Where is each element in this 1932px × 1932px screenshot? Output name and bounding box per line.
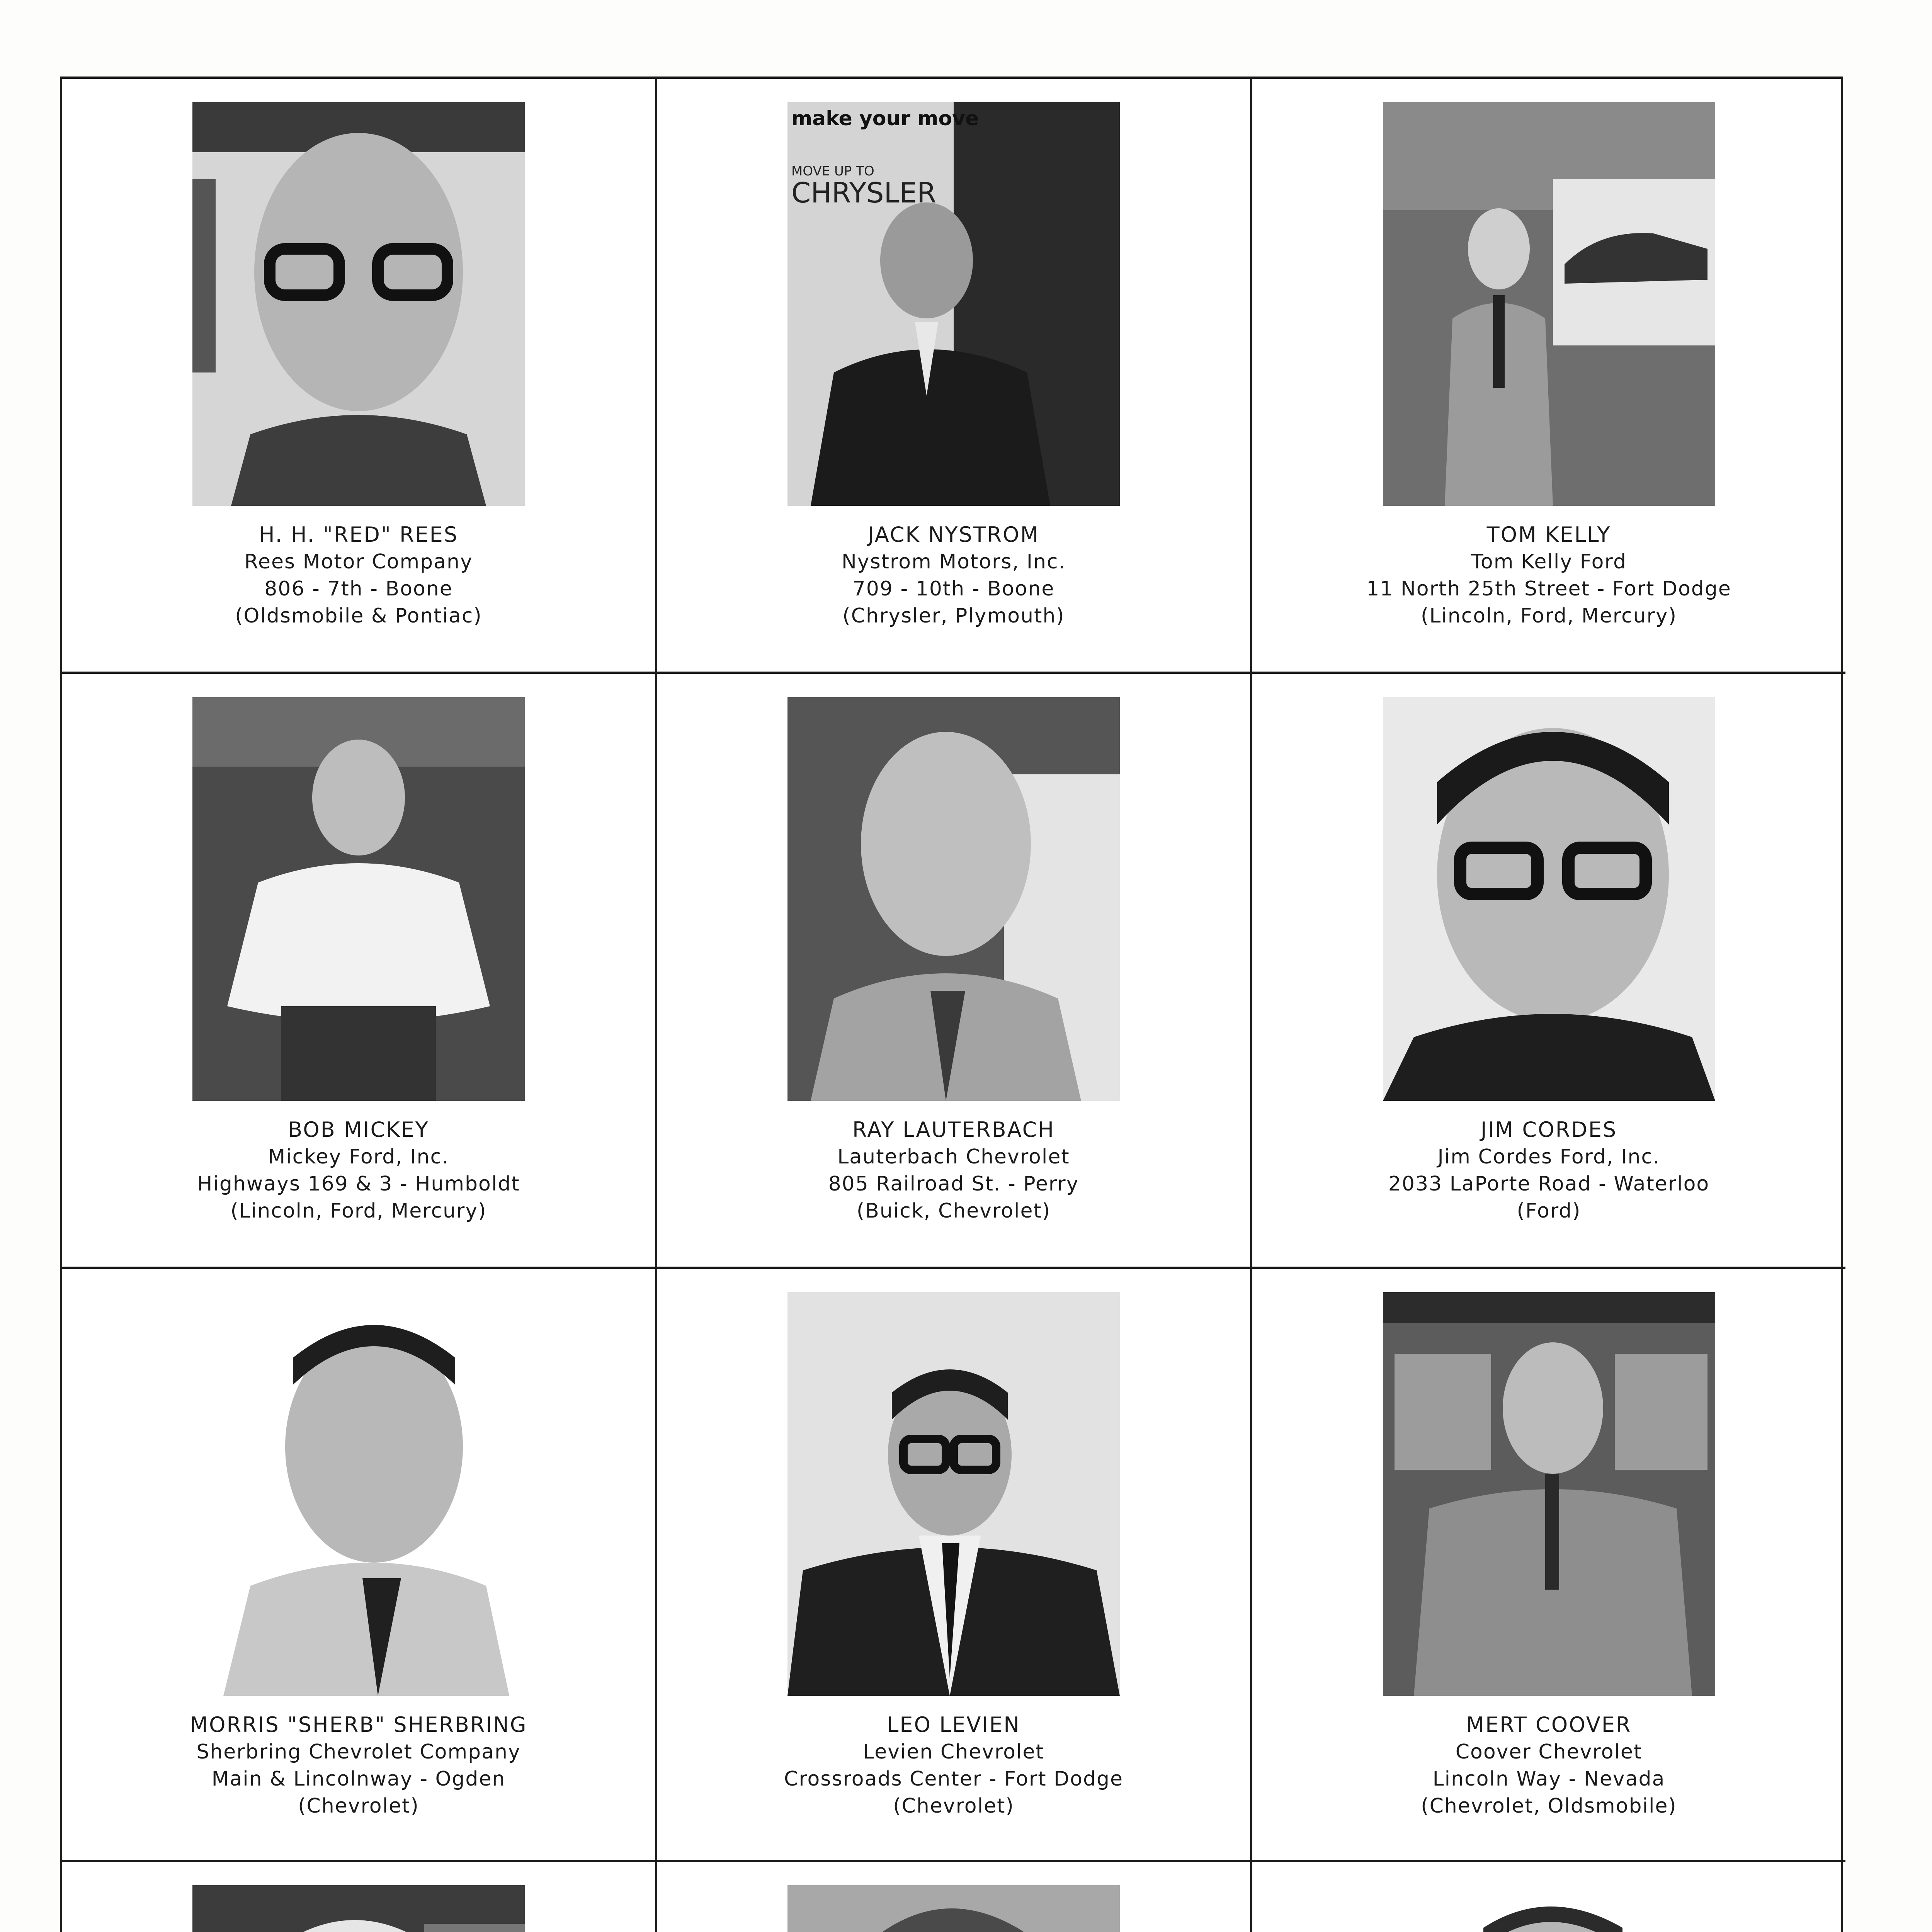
dealer-makes: (Chevrolet) <box>298 1794 419 1818</box>
dealer-photo <box>1383 697 1715 1101</box>
dealer-company: Tom Kelly Ford <box>1471 550 1627 573</box>
dealer-photo <box>787 102 1120 506</box>
dealer-makes: (Chrysler, Plymouth) <box>842 604 1065 628</box>
dealer-photo <box>1383 1885 1715 1932</box>
dealer-makes: (Lincoln, Ford, Mercury) <box>230 1199 487 1223</box>
dealer-name: H. H. "RED" REES <box>259 522 459 547</box>
dealer-card <box>657 674 1252 1269</box>
dealer-card <box>1252 674 1845 1269</box>
dealer-caption <box>828 1116 1079 1225</box>
dealer-grid <box>60 77 1843 1932</box>
dealer-name: MERT COOVER <box>1466 1713 1632 1737</box>
dealer-name: JACK NYSTROM <box>867 522 1040 547</box>
dealer-photo <box>787 697 1120 1101</box>
dealer-caption <box>1421 1711 1677 1820</box>
dealer-caption <box>1388 1116 1709 1225</box>
dealer-caption <box>235 521 482 629</box>
dealer-name: LEO LEVIEN <box>887 1713 1020 1737</box>
dealer-company: Coover Chevrolet <box>1455 1740 1643 1764</box>
dealer-photo <box>787 1885 1120 1932</box>
dealer-address: 709 - 10th - Boone <box>852 577 1055 600</box>
dealer-company: Jim Cordes Ford, Inc. <box>1437 1145 1660 1168</box>
dealer-card <box>1252 1269 1845 1862</box>
dealer-photo <box>192 102 525 506</box>
dealer-caption <box>784 1711 1123 1820</box>
dealer-card <box>62 1269 657 1862</box>
dealer-makes: (Chevrolet, Oldsmobile) <box>1421 1794 1677 1818</box>
dealer-makes: (Buick, Chevrolet) <box>856 1199 1051 1223</box>
dealer-makes: (Oldsmobile & Pontiac) <box>235 604 482 628</box>
dealer-address: 805 Railroad St. - Perry <box>828 1172 1079 1196</box>
dealer-company: Levien Chevrolet <box>863 1740 1044 1764</box>
dealer-makes: (Ford) <box>1517 1199 1581 1223</box>
dealer-photo <box>1383 1292 1715 1696</box>
dealer-caption <box>197 1116 520 1225</box>
dealer-name: MORRIS "SHERB" SHERBRING <box>190 1713 527 1737</box>
dealer-address: Highways 169 & 3 - Humboldt <box>197 1172 520 1196</box>
dealer-photo <box>192 1292 525 1696</box>
dealer-address: Lincoln Way - Nevada <box>1432 1767 1665 1791</box>
dealer-address: 2033 LaPorte Road - Waterloo <box>1388 1172 1710 1196</box>
dealer-name: RAY LAUTERBACH <box>852 1117 1055 1142</box>
dealer-makes: (Chevrolet) <box>893 1794 1014 1818</box>
dealer-company: Mickey Ford, Inc. <box>268 1145 449 1168</box>
dealer-address: Crossroads Center - Fort Dodge <box>784 1767 1123 1791</box>
photo-poster-text: CHRYSLER <box>791 177 937 209</box>
dealer-card <box>1252 1862 1845 1932</box>
dealer-name: BOB MICKEY <box>288 1117 429 1142</box>
dealer-company: Rees Motor Company <box>244 550 473 573</box>
dealer-card <box>1252 79 1845 674</box>
dealer-makes: (Lincoln, Ford, Mercury) <box>1420 604 1677 628</box>
dealer-photo <box>192 697 525 1101</box>
dealer-company: Lauterbach Chevrolet <box>837 1145 1070 1168</box>
dealer-address: 806 - 7th - Boone <box>264 577 453 600</box>
photo-poster-text: MOVE UP TO <box>791 163 874 179</box>
dealer-caption <box>1366 521 1731 629</box>
dealer-name: JIM CORDES <box>1480 1117 1617 1142</box>
dealer-photo <box>192 1885 525 1932</box>
dealer-company: Nystrom Motors, Inc. <box>841 550 1066 573</box>
dealer-caption <box>190 1711 527 1820</box>
dealer-card <box>657 1862 1252 1932</box>
dealer-card <box>657 1269 1252 1862</box>
dealer-company: Sherbring Chevrolet Company <box>196 1740 521 1764</box>
dealer-card <box>62 1862 657 1932</box>
dealer-address: 11 North 25th Street - Fort Dodge <box>1366 577 1731 600</box>
dealer-photo <box>787 1292 1120 1696</box>
dealer-card <box>62 674 657 1269</box>
photo-poster-text: make your move <box>791 107 979 130</box>
dealer-name: TOM KELLY <box>1486 522 1611 547</box>
dealer-card <box>62 79 657 674</box>
dealer-card <box>657 79 1252 674</box>
dealer-address: Main & Lincolnway - Ogden <box>211 1767 506 1791</box>
dealer-caption <box>842 521 1066 629</box>
dealer-photo <box>1383 102 1715 506</box>
